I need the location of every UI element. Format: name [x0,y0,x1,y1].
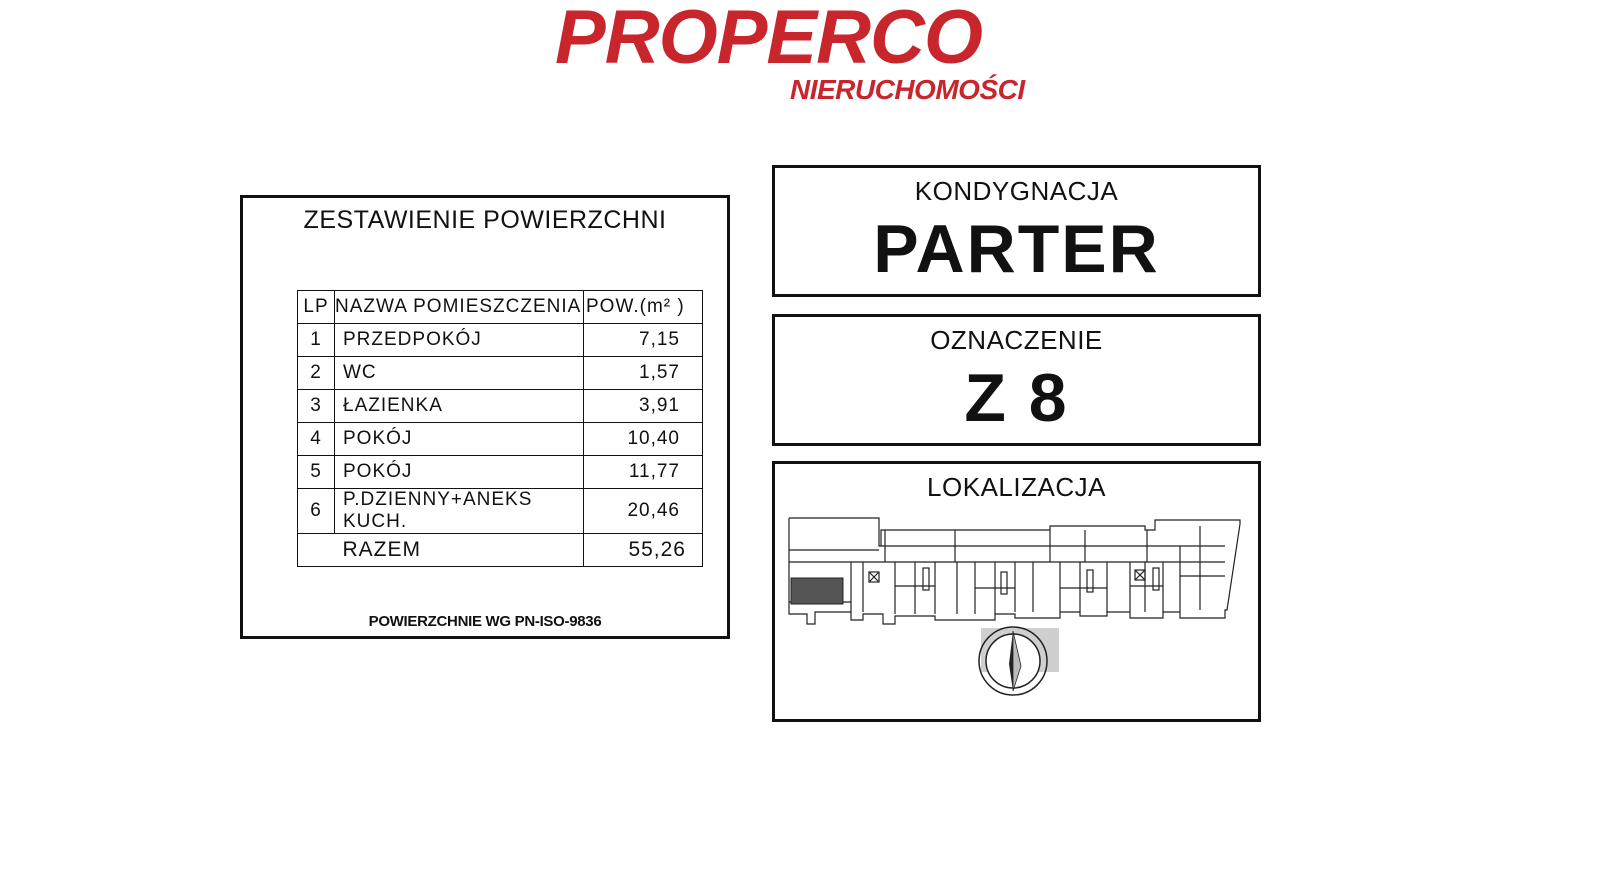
row-lp: 6 [298,489,335,534]
header-area: POW.(m² ) [584,291,703,324]
table-header-row [298,291,703,324]
floor-value: PARTER [873,211,1160,287]
floor-panel [772,165,1261,297]
area-standard-note: POWIERZCHNIE WG PN-ISO-9836 [368,613,602,630]
table-row [298,456,703,489]
area-summary-panel [240,195,730,639]
header-lp: LP [298,291,335,324]
rooms-table [297,290,703,567]
total-row [298,534,703,567]
row-room-name: PRZEDPOKÓJ [335,324,584,357]
north-arrow-icon [979,627,1059,695]
row-room-name: POKÓJ [335,423,584,456]
designation-label: OZNACZENIE [930,325,1103,355]
row-area: 11,77 [584,456,703,489]
area-summary-title: ZESTAWIENIE POWIERZCHNI [303,206,667,234]
table-row [298,324,703,357]
brand-name: PROPERCO [555,0,982,80]
floor-label: KONDYGNACJA [914,176,1119,206]
row-lp: 4 [298,423,335,456]
table-row [298,357,703,390]
total-area: 55,26 [584,534,703,567]
designation-value: Z 8 [964,360,1069,436]
row-area: 7,15 [584,324,703,357]
row-area: 3,91 [584,390,703,423]
row-lp: 2 [298,357,335,390]
table-row [298,489,703,534]
total-label: RAZEM [335,534,584,567]
brand-tagline: NIERUCHOMOŚCI [790,74,1025,105]
row-area: 10,40 [584,423,703,456]
designation-panel [772,314,1261,446]
row-room-name: WC [335,357,584,390]
row-lp: 3 [298,390,335,423]
properco-logo [555,0,1055,108]
site-plan [785,516,1251,712]
table-row [298,390,703,423]
row-area: 1,57 [584,357,703,390]
building-plan [789,518,1240,624]
row-area: 20,46 [584,489,703,534]
location-panel [772,461,1261,722]
row-lp: 1 [298,324,335,357]
header-room-name: NAZWA POMIESZCZENIA [335,291,584,324]
row-room-name: ŁAZIENKA [335,390,584,423]
row-room-name: POKÓJ [335,456,584,489]
row-lp: 5 [298,456,335,489]
location-label: LOKALIZACJA [927,472,1106,502]
row-room-name: P.DZIENNY+ANEKS KUCH. [335,489,584,534]
table-row [298,423,703,456]
apartment-highlight [791,578,843,604]
